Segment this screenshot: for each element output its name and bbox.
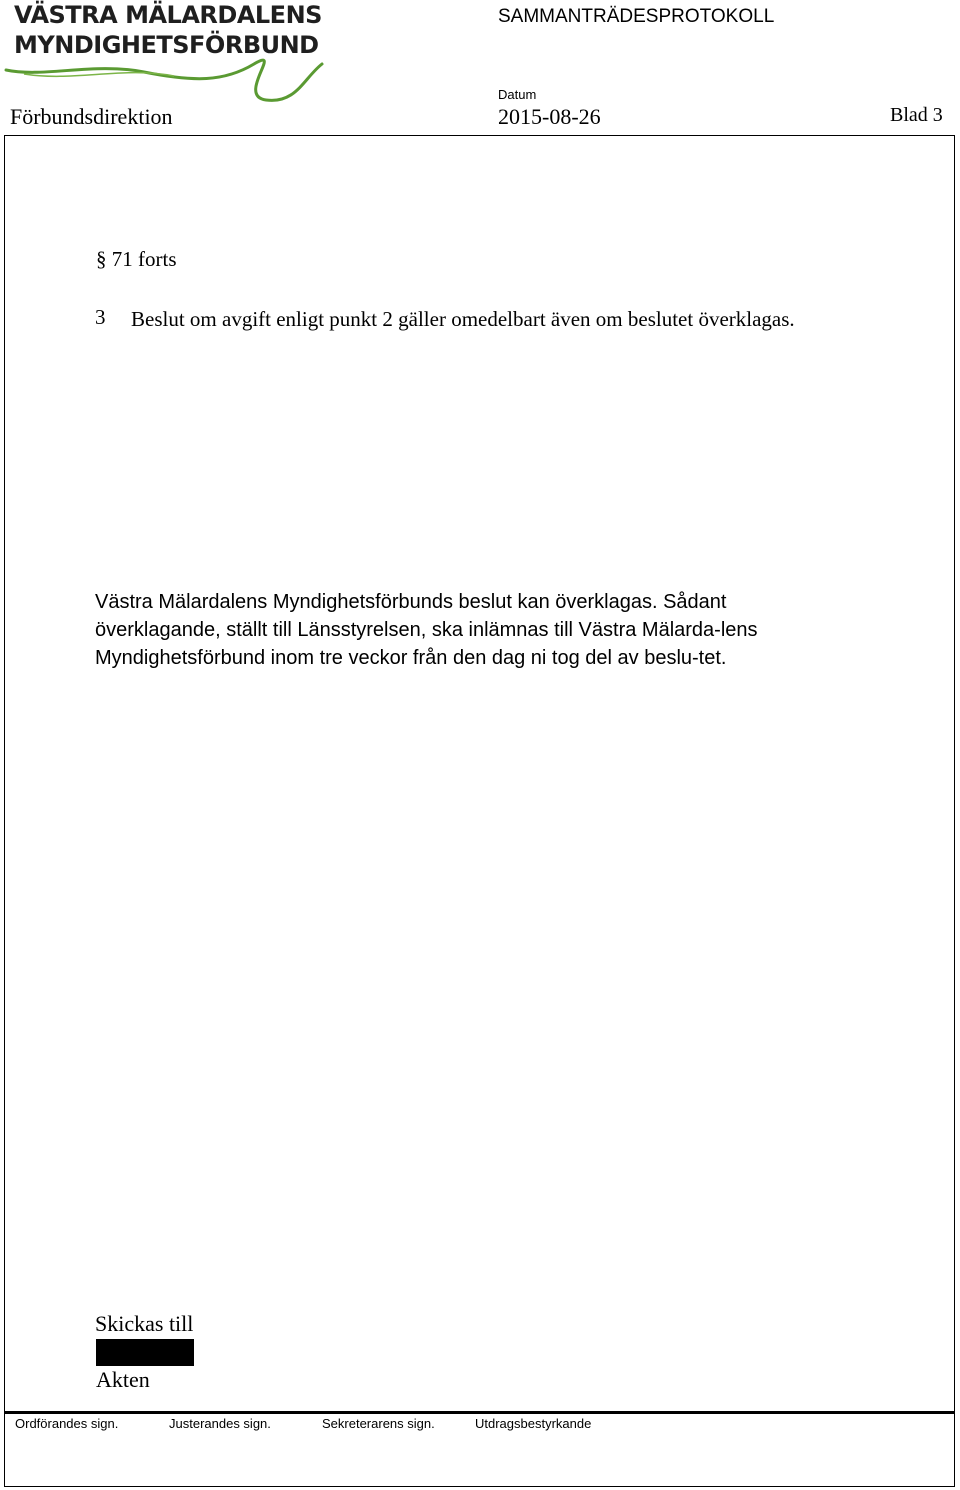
appeal-notice: Västra Mälardalens Myndighetsförbunds beslut kan överklagas. Sådant överklagande, ställt till Länsstyrelsen, ska inlämnas till Västra Mälarda-lens Myndighetsförbund inom tre veckor från den dag ni tog del av beslu-tet.: [95, 591, 758, 669]
redacted-recipient: [96, 1339, 194, 1366]
signature-chair: Ordförandes sign.: [15, 1416, 119, 1431]
page-number: Blad 3: [890, 104, 943, 126]
meeting-date: 2015-08-26: [498, 104, 601, 129]
distribution-recipient: Akten: [96, 1367, 150, 1392]
paragraph-heading: § 71 forts: [96, 247, 177, 271]
logo-line-1: VÄSTRA MÄLARDALENS: [14, 1, 322, 29]
item-text: Beslut om avgift enligt punkt 2 gäller omedelbart även om beslutet överklagas.: [131, 307, 795, 331]
logo-swoosh-icon: [4, 56, 324, 106]
organization-name: Förbundsdirektion: [10, 104, 173, 129]
signature-adjuster: Justerandes sign.: [169, 1416, 271, 1431]
protocol-frame: [4, 135, 955, 1487]
document-type: SAMMANTRÄDESPROTOKOLL: [498, 6, 775, 27]
date-label: Datum: [498, 87, 537, 102]
distribution-heading: Skickas till: [95, 1311, 194, 1336]
item-number: 3: [95, 305, 106, 329]
signature-secretary: Sekreterarens sign.: [322, 1416, 435, 1431]
logo-line-2: MYNDIGHETSFÖRBUND: [14, 31, 319, 59]
signature-certification: Utdragsbestyrkande: [475, 1416, 592, 1431]
footer-rule: [4, 1411, 955, 1414]
